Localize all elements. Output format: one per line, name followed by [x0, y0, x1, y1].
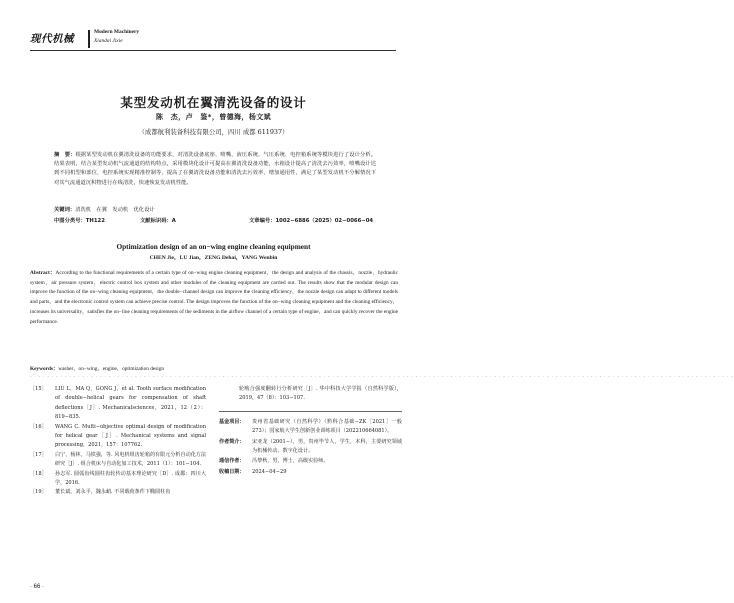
journal-name-en: Modern Machinery — [94, 29, 140, 35]
abstract-cn-label: 摘 要： — [54, 152, 76, 158]
keywords-cn-text: 清洗机 在翼 发动机 优化设计 — [75, 207, 155, 213]
journal-name-pinyin: Xiandai Jixie — [94, 38, 123, 44]
abstract-cn — [54, 151, 376, 188]
english-title: Optimization design of an on−wing engine cleaning equipment — [116, 242, 311, 251]
affiliation: （成都航利装备科技有限公司，四川 成都 611937） — [138, 128, 289, 136]
article-number: 文章编号：1002−6886（2025）02−0066−04 — [249, 218, 374, 224]
keywords-en-text: washer，on−wing，engine，optimization design — [58, 366, 165, 372]
logo-divider — [88, 30, 90, 48]
header-rule — [30, 50, 396, 51]
keywords-cn-label: 关键词： — [54, 207, 76, 213]
abstract-cn-text: 根据某型发动机在翼清洗设备的功能要求，对清洗设备底座、喷嘴、液压系统、气压系统、电控箱系统等模块进行了设计分析。结果表明，结合某型发动机气流通道的结构特点，采用模块化设计可提高在翼清洗设备功能，水箱设计提高了清洗去污效率，喷嘴设计达到不同机型和部位，电控系统实现精准控制等，提高了在翼清洗设备功能和清洗去污效率，增加通用性，满足了某型发动机不分解情况下对其气流通道沉积物进行在线清洗，快速恢复发动机性能。 — [54, 152, 376, 186]
abstract-en-text: According to the functional requirements of a certain type of on−wing engine cleaning equipment，the design and analysis of the chassis，nozzle，hydraulic system，air pressure system，electric control box system and other modules of the cleaning equipment are carried out. The results show that the modular design can improve the function of the on−wing cleaning equipment，the double−channel design can improve the cleaning efficiency，the nozzle design can adapt to different models and parts，and the electronic control system can achieve precise control. The design improves the function of the on−wing cleaning equipment and the cleaning efficiency，increases its universality，satisfies the on−line cleaning requirements of the sediments in the airflow channel of a certain type of engine，and can quickly recover the engine performance. — [30, 270, 398, 325]
reference-item: ［17］ 白宁，杨林，马铁强，等. 风电机组齿轮箱的有限元分析自动化方法研究［J］. 组合机床与自动化加工技术，2011（1）：101−104. — [30, 451, 206, 468]
reference-item: ［19］ 董长斌，刘永平，魏永峭. 不同载荷条件下椭圆柱齿 — [30, 489, 171, 496]
keywords-en-label: Keywords： — [30, 366, 59, 372]
paper-title: 某型发动机在翼清洗设备的设计 — [120, 95, 307, 110]
section-divider: - · - · - · - · - · - · - · - · - · - · - · - · - · - · - · - · - · - · - · - · - · - · - · - · - · - · - · - · - · - · - · - · - · - · - · - · - · - · - · - · - · - · - · - · - · - · - · - · - · - · - · - · - · - · - · - · - · - · - · - · - · - · - · - · - · - · - · - · - · - · - · - · - · - · - · - · - · - · - · - · - — [30, 374, 734, 379]
reference-item: ［16］ WANG C. Multi−objective optimal design of modification for helical gear［J］. Mechanical systems and signal processing，2021，157：107762. — [30, 423, 206, 449]
received-date-note: 收稿日期： 2024−04−29 — [219, 468, 287, 475]
funding-note: 基金项目： 贵州省基础研究（自然科学）（黔科合基础−ZK［2021］一般273）；国家航大学生创新创业训练项目（202210664081）。 — [219, 418, 402, 435]
keywords-en — [30, 364, 398, 372]
abstract-en — [30, 269, 398, 327]
right-column — [219, 385, 402, 478]
journal-logo: 现代机械 — [30, 33, 74, 45]
keywords-cn — [54, 206, 376, 215]
english-authors: CHEN Jie，LU Jian，ZENG Dehai，YANG Wenbin — [149, 255, 278, 261]
author-list: 陈 杰，卢 鉴*，曾德海，杨文斌 — [155, 113, 272, 121]
reference-continuation: 轮啮合强度翻转行分析研究［J］. 华中科技大学学报（自然科学版），2019，47（8）：103−107. — [239, 386, 402, 402]
reference-item: ［18］ 孙志军. 圆弧齿线圆柱齿轮传动基本理论研究［D］. 成都：四川大学，2016. — [30, 470, 206, 487]
page-number: · 66 · — [30, 584, 45, 590]
author-bio-note: 作者简介： 宋亚龙（2001−），男，贵州毕节人，学生，本科，主要研究领域为机械传动、数字化设计。 — [219, 438, 402, 455]
document-code: 文献标识码：A — [140, 218, 176, 224]
abstract-en-label: Abstract： — [30, 270, 56, 276]
clc-number: 中图分类号：TH122 — [54, 218, 105, 224]
journal-header — [30, 26, 410, 56]
footnote-separator — [219, 411, 402, 412]
reference-list — [30, 385, 206, 498]
corresponding-author-note: 通信作者： 冯黎秋，男，博士，高级实验师。 — [219, 458, 329, 465]
classification-row — [54, 216, 394, 226]
reference-item: ［15］ LIU L，MA Q，GONG J，et al. Tooth surface modification of double−helical gears for compensation of shaft deflections［J］. Mechanicalsciences，2021，12（2）：819−835. — [30, 386, 206, 421]
